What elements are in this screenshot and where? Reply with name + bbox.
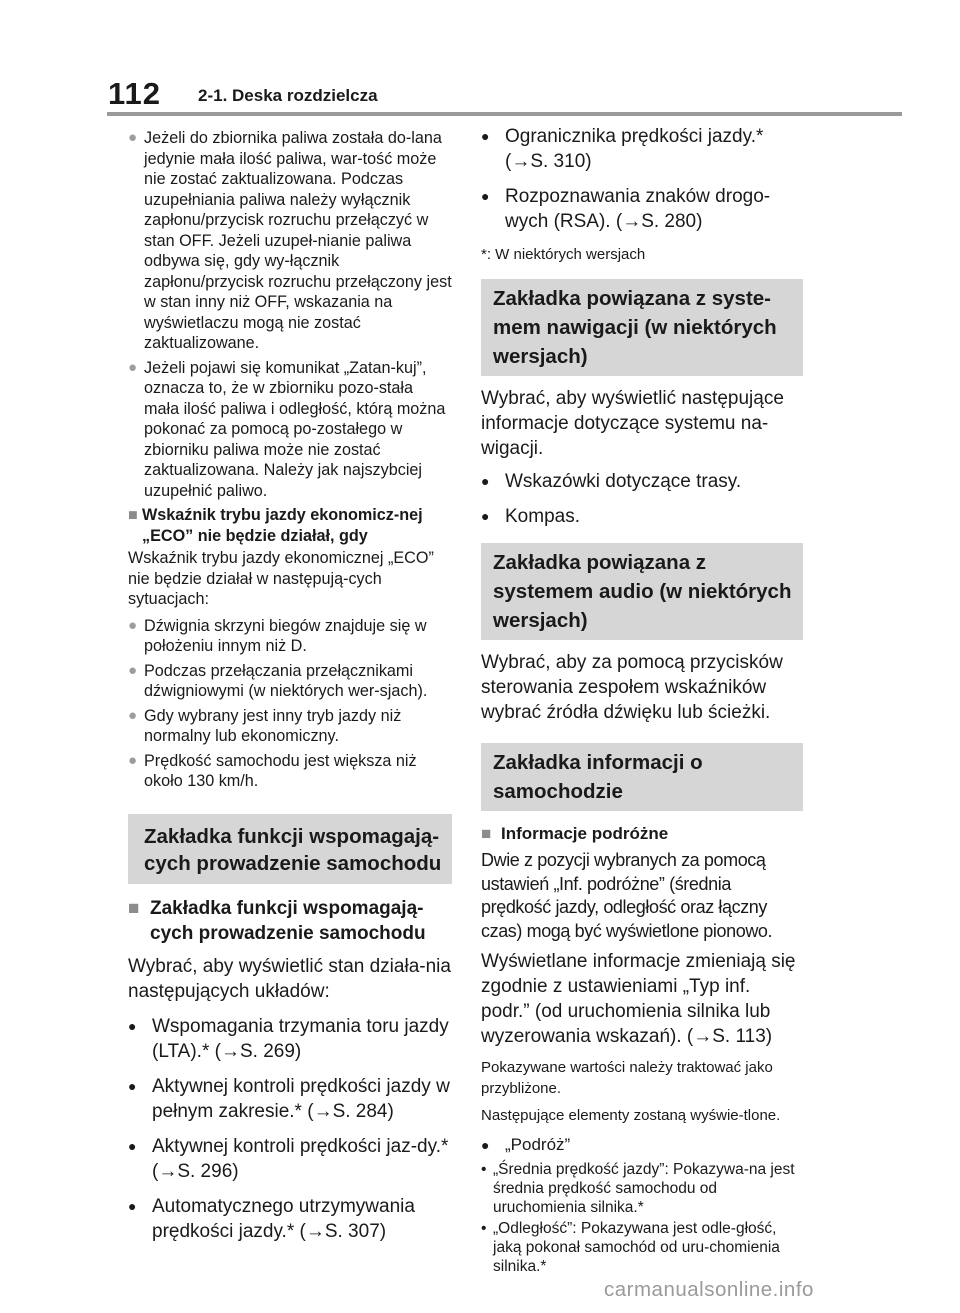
bullet-icon: ● <box>481 1137 490 1153</box>
bullet-icon: ● <box>128 1137 137 1154</box>
header-rule <box>107 112 902 116</box>
bullet-icon: ● <box>128 1077 137 1094</box>
bullet-icon: ● <box>128 661 138 679</box>
square-bullet-icon: ■ <box>481 824 492 843</box>
section-box-audio: Zakładka powiązana z systemem audio (w niektórych wersjach) <box>481 543 803 640</box>
trip-info-heading: ■ Informacje podróżne <box>481 824 669 843</box>
left-column <box>128 128 452 1254</box>
driving-assist-subheading: ■ Zakładka funkcji wspomagają-cych prowadzenie samochodu <box>128 897 426 944</box>
bullet-icon: ● <box>128 751 138 769</box>
bullet-icon: ● <box>128 616 138 634</box>
footnote: *: W niektórych wersjach <box>481 246 646 263</box>
navigation-item: ● Wskazówki dotyczące trasy. <box>481 471 742 492</box>
bullet-icon: ● <box>128 358 138 376</box>
note-item: ● Jeżeli pojawi się komunikat „Zatan-kuj”, oznacza to, że w zbiorniku pozo-stała mała ilość paliwa i odległość, którą można pokonać za pomocą po-zostałego w zbiorniku paliwa może nie zostać zaktualizowana. Należy jak najszybciej uzupełnić paliwo. <box>128 358 446 500</box>
trip-info-text-2: Wyświetlane informacje zmieniają się zgodnie z ustawieniami „Typ inf. podr.” (od uruchomienia silnika lub wyzerowania wskazań). (→S. 113) <box>481 951 796 1047</box>
section-title: 2-1. Deska rozdzielcza <box>198 86 378 105</box>
bullet-icon: ● <box>481 473 490 489</box>
right-column <box>481 124 803 1278</box>
system-item: ● Ogranicznika prędkości jazdy.* (→S. 310) <box>481 126 764 172</box>
approx-note: Pokazywane wartości należy traktować jako przybliżone. <box>481 1059 773 1097</box>
navigation-item: ● Kompas. <box>481 506 580 527</box>
system-item: ● Aktywnej kontroli prędkości jaz-dy.* (→S. 296) <box>128 1135 449 1182</box>
driving-assist-intro: Wybrać, aby wyświetlić stan działa-nia następujących układów: <box>128 955 451 1002</box>
note-item: ● Jeżeli do zbiornika paliwa została do-lana jedynie mała ilość paliwa, war-tość może nie zostać zaktualizowana. Podczas uzupełniania paliwa należy wyłącznik zapłonu/przycisk rozruchu przełączyć w stan OFF. Jeżeli uzupeł-nianie paliwa odbywa się, gdy wy-łącznik zapłonu/przycisk rozruchu przełączony jest w stan inny niż OFF, wskazania na wyświetlaczu mogą nie zostać zaktualizowane. <box>128 129 452 352</box>
system-item: ● Aktywnej kontroli prędkości jazdy w pełnym zakresie.* (→S. 284) <box>128 1075 450 1122</box>
bullet-icon: ● <box>128 706 138 724</box>
section-box-vehicle-info: Zakładka informacji o samochodzie <box>481 743 803 811</box>
system-item: ● Rozpoznawania znaków drogo-wych (RSA). (→S. 280) <box>481 186 771 232</box>
page-number: 112 <box>108 76 162 111</box>
bullet-icon: ● <box>128 1197 137 1214</box>
section-box-driving-assist: Zakładka funkcji wspomagają-cych prowadzenie samochodu <box>128 814 452 884</box>
bullet-icon: ● <box>128 1017 137 1034</box>
bullet-icon: ● <box>481 508 490 524</box>
bullet-icon: ● <box>128 129 138 146</box>
system-item: ● Wspomagania trzymania toru jazdy (LTA).* (→S. 269) <box>128 1015 449 1062</box>
audio-text: Wybrać, aby za pomocą przycisków sterowania zespołem wskaźników wybrać źródła dźwięku lub ścieżki. <box>481 652 783 723</box>
trip-detail: • „Odległość”: Pokazywana jest odle-głość, jaką pokonał samochód od uru-chomienia silnika.* <box>481 1220 780 1275</box>
square-bullet-icon: ■ <box>128 897 140 919</box>
watermark: carmanualsonline.info <box>604 1278 814 1301</box>
eco-text: Wskaźnik trybu jazdy ekonomicznej „ECO” nie będzie działał w następują-cych sytuacjach: <box>128 549 434 608</box>
eco-heading: ■ Wskaźnik trybu jazdy ekonomicz-nej „ECO” nie będzie działał, gdy <box>128 506 423 545</box>
eco-item: ● Prędkość samochodu jest większa niż około 130 km/h. <box>128 751 417 790</box>
system-item: ● Automatycznego utrzymywania prędkości jazdy.* (→S. 307) <box>128 1195 415 1242</box>
square-bullet-icon: ■ <box>128 506 138 524</box>
trip-detail: • „Średnia prędkość jazdy”: Pokazywa-na jest średnia prędkość samochodu od uruchomienia silnika.* <box>481 1161 795 1216</box>
navigation-text: Wybrać, aby wyświetlić następujące informacje dotyczące systemu na-wigacji. <box>481 388 784 459</box>
bullet-icon: • <box>481 1161 487 1178</box>
eco-item: ● Podczas przełączania przełącznikami dźwigniowymi (w niektórych wer-sjach). <box>128 661 428 700</box>
bullet-icon: ● <box>481 128 490 144</box>
section-box-navigation: Zakładka powiązana z syste-mem nawigacji (w niektórych wersjach) <box>481 279 803 376</box>
trip-info-text: Dwie z pozycji wybranych za pomocą ustawień „Inf. podróżne” (średnia prędkość jazdy, odległość oraz łączny czas) mogą być wyświetlone pionowo. <box>481 850 773 941</box>
eco-item: ● Gdy wybrany jest inny tryb jazdy niż normalny lub ekonomiczny. <box>128 706 402 745</box>
bullet-icon: • <box>481 1220 487 1237</box>
eco-item: ● Dźwignia skrzyni biegów znajduje się w położeniu innym niż D. <box>128 616 427 655</box>
bullet-icon: ● <box>481 188 490 204</box>
trip-item: ● „Podróż” <box>481 1135 571 1154</box>
following-note: Następujące elementy zostaną wyświe-tlone. <box>481 1107 781 1124</box>
